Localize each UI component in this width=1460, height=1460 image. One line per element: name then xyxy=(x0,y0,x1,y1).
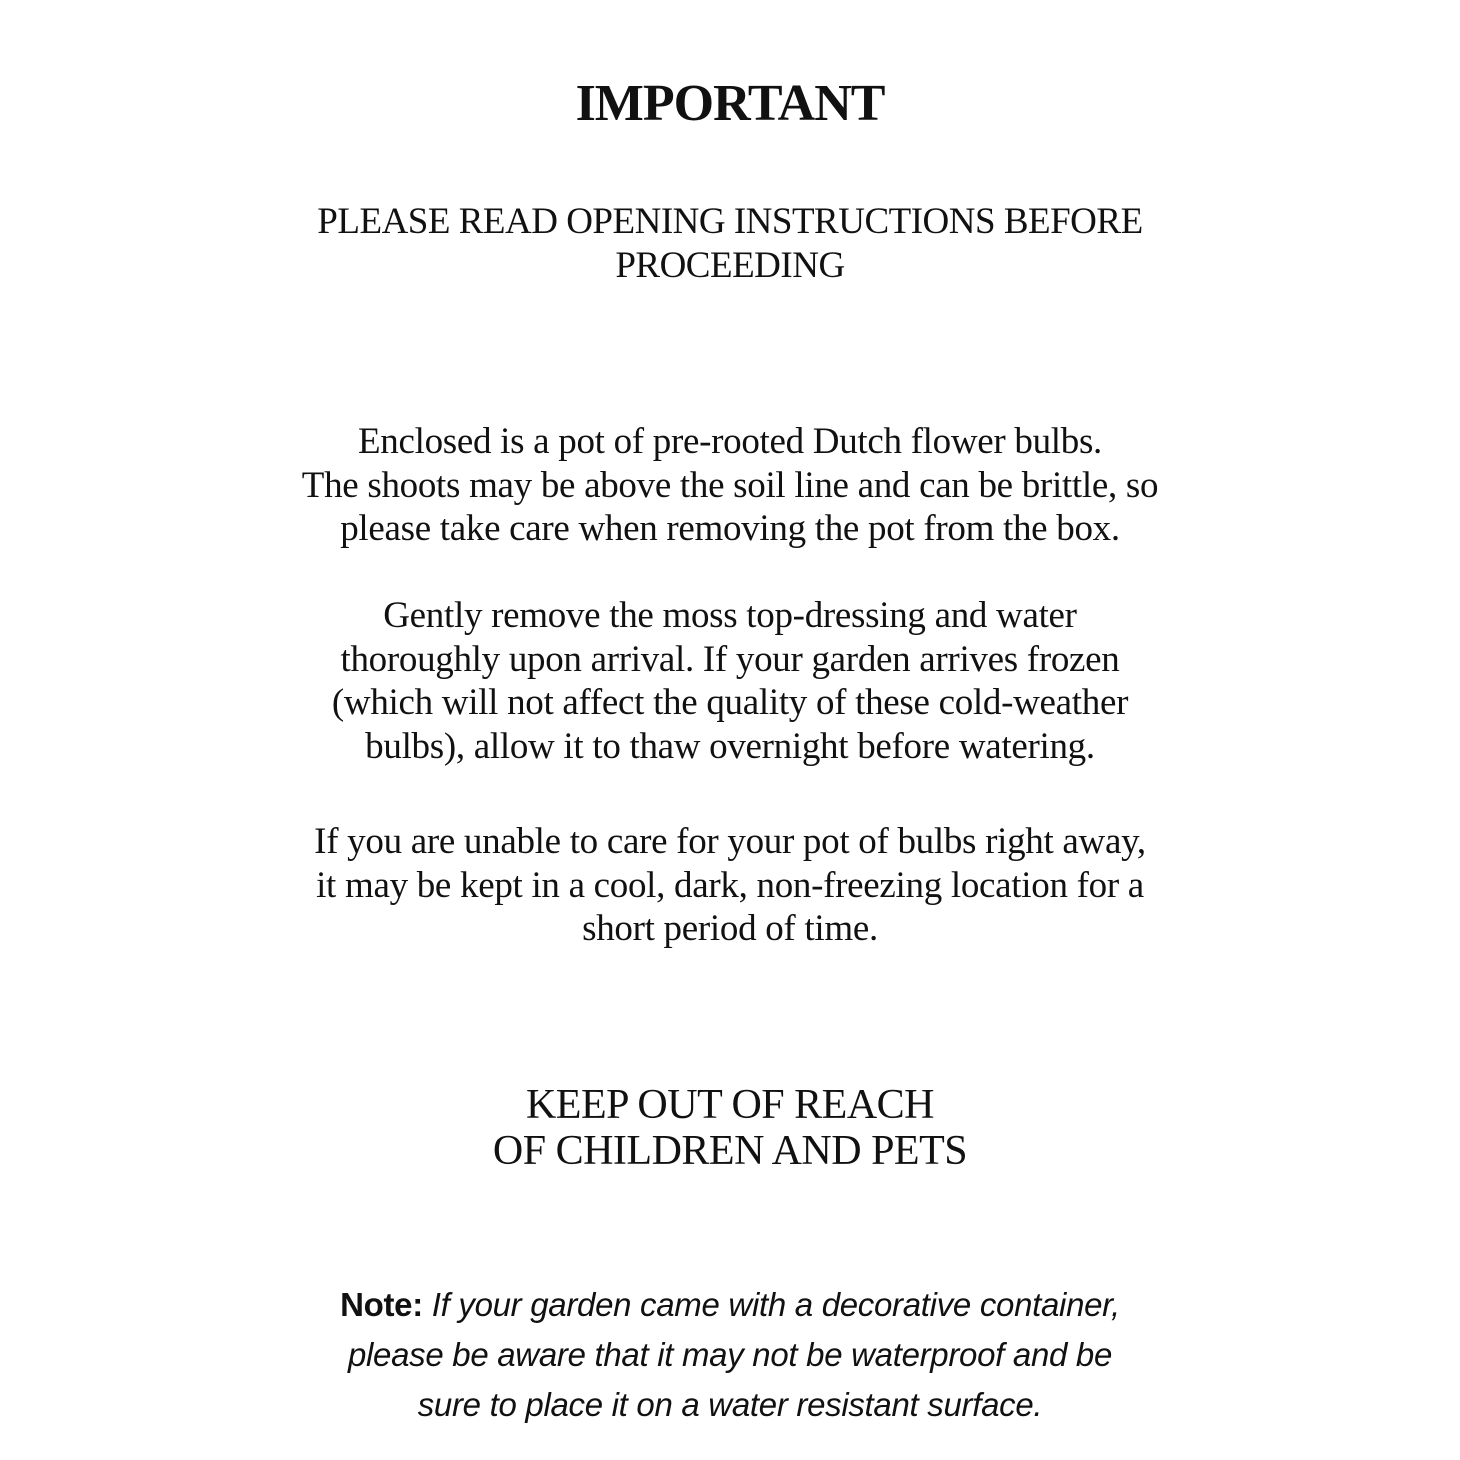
subtitle xyxy=(0,200,1460,288)
paragraph-line: short period of time. xyxy=(582,908,878,949)
note-line: please be aware that it may not be waterproof and be xyxy=(347,1336,1113,1373)
paragraph-line: (which will not affect the quality of these cold-weather xyxy=(331,682,1129,723)
paragraph-line: please take care when removing the pot from the box. xyxy=(340,508,1120,549)
paragraph-line: Gently remove the moss top-dressing and water xyxy=(383,595,1077,636)
paragraph-storage xyxy=(0,820,1460,951)
paragraph-line: it may be kept in a cool, dark, non-freezing location for a xyxy=(316,864,1144,906)
subtitle-line: PLEASE READ OPENING INSTRUCTIONS BEFORE xyxy=(317,201,1143,242)
paragraph-line: If you are unable to care for your pot of bulbs right away, xyxy=(314,821,1146,862)
note-label: Note: xyxy=(340,1286,423,1323)
safety-warning xyxy=(0,1082,1460,1174)
paragraph-line: Enclosed is a pot of pre-rooted Dutch flower bulbs. xyxy=(357,421,1103,462)
note-line: sure to place it on a water resistant surface. xyxy=(417,1386,1043,1423)
note-text: If your garden came with a decorative container, xyxy=(431,1286,1120,1323)
page-title: IMPORTANT xyxy=(575,75,885,132)
note-line xyxy=(0,1280,1460,1330)
paragraph-unpacking xyxy=(0,420,1460,551)
warning-line: OF CHILDREN AND PETS xyxy=(492,1128,968,1174)
note-block xyxy=(0,1280,1460,1430)
paragraph-watering xyxy=(0,594,1460,768)
paragraph-line: thoroughly upon arrival. If your garden arrives frozen xyxy=(340,638,1120,680)
paragraph-line: The shoots may be above the soil line and can be brittle, so xyxy=(301,464,1159,506)
subtitle-line: PROCEEDING xyxy=(615,245,845,286)
warning-line: KEEP OUT OF REACH xyxy=(525,1082,935,1128)
paragraph-line: bulbs), allow it to thaw overnight before watering. xyxy=(365,725,1095,767)
